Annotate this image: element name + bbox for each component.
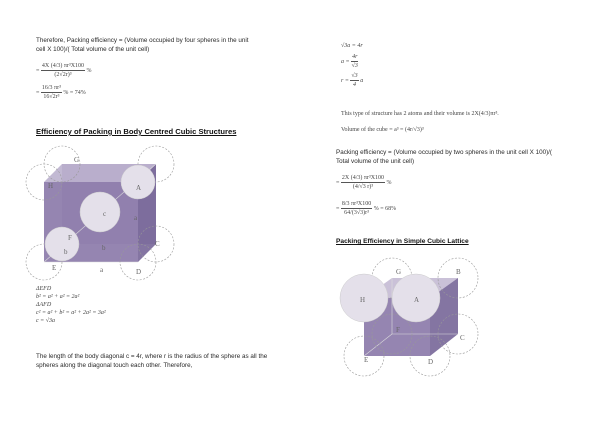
bcc-label-a: A bbox=[136, 184, 142, 192]
structure-sentence: This type of structure has 2 atoms and their volume is 2X(4/3)πr³. bbox=[341, 111, 499, 117]
formula-c-denominator: (4/√3 r)³ bbox=[352, 184, 374, 190]
eq3-lhs: r = bbox=[341, 77, 349, 84]
simple-cubic-diagram bbox=[338, 260, 488, 380]
bcc-sphere-a bbox=[121, 165, 155, 199]
bcc-sphere-f bbox=[45, 227, 79, 261]
formula-d-numerator: 8/3 πr³X100 bbox=[341, 201, 372, 207]
bcc-label-side-a: a bbox=[134, 214, 138, 222]
eq3-numerator: √3 bbox=[351, 73, 358, 79]
sc-label-f: F bbox=[396, 326, 400, 334]
bcc-label-f: F bbox=[68, 234, 72, 242]
eq3-denominator: 4 bbox=[353, 82, 357, 88]
sc-label-b: B bbox=[456, 268, 461, 276]
formula-a-denominator: (2√2r)³ bbox=[54, 72, 72, 78]
formula-d-denominator: 64/(3√3)r³ bbox=[344, 210, 369, 216]
simple-cubic-heading: Packing Efficiency in Simple Cubic Lattice bbox=[336, 238, 469, 245]
eq2-denominator: √3 bbox=[351, 63, 358, 69]
right-eq-1: √3a = 4r bbox=[341, 43, 363, 49]
bcc-label-b-small: b bbox=[64, 248, 68, 256]
packing-paragraph: Packing efficiency = (Volume occupied by two spheres in the unit cell X 100)/( Total volume of the unit cell) bbox=[336, 149, 553, 165]
body-diagonal-paragraph: The length of the body diagonal c = 4r, where r is the radius of the sphere as all the spheres along the diagonal touch each other. Therefore, bbox=[36, 353, 268, 369]
derivation-line-2: b² = a² + a² = 2a² bbox=[36, 294, 80, 300]
bcc-label-e: E bbox=[52, 264, 57, 272]
formula-b-denominator: 16√2r³ bbox=[43, 94, 60, 100]
formula-74-step1: = $\frac{\text{4X (4/3) πr³X100}}{\text{(2√2r)³}}$ % bbox=[36, 63, 92, 78]
derivation-line-4: c² = a² + b² = a² + 2a² = 3a² bbox=[36, 310, 106, 316]
derivation-line-3: ΔAFD bbox=[36, 302, 52, 308]
bcc-label-d: D bbox=[136, 268, 142, 276]
bcc-label-h: H bbox=[48, 182, 54, 190]
bcc-label-corner-c: C bbox=[155, 240, 160, 248]
formula-c-unit: % bbox=[386, 179, 392, 186]
formula-c-numerator: 2X (4/3) πr³X100 bbox=[341, 175, 385, 181]
bcc-label-c: c bbox=[103, 210, 107, 218]
derivation-block bbox=[36, 285, 106, 325]
right-eq-2 bbox=[341, 53, 358, 70]
sc-label-d: D bbox=[428, 358, 434, 366]
eq3-tail: a bbox=[360, 77, 364, 84]
sc-label-g: G bbox=[396, 268, 402, 276]
derivation-line-5: c = √3a bbox=[36, 318, 56, 324]
formula-74-step2: = $\frac{\text{16/3 πr³}}{\text{16√2r³}}$ % = 74% bbox=[36, 85, 86, 100]
bcc-cube-diagram bbox=[30, 150, 170, 280]
sc-label-e: E bbox=[364, 356, 369, 364]
intro-paragraph: Therefore, Packing efficiency = (Volume occupied by four spheres in the unit cell X 100)/( Total volume of the unit cell) bbox=[36, 37, 249, 53]
sc-label-c: C bbox=[460, 334, 465, 342]
eq2-numerator: 4r bbox=[352, 54, 358, 60]
bcc-heading: Efficiency of Packing in Body Centred Cubic Structures bbox=[36, 127, 237, 136]
right-eq-3 bbox=[341, 72, 363, 89]
formula-d-result: % = 68% bbox=[373, 205, 397, 212]
sc-label-a: A bbox=[414, 296, 420, 304]
bcc-label-g: G bbox=[74, 156, 80, 164]
eq2-lhs: a = bbox=[341, 58, 350, 65]
cube-volume-sentence: Volume of the cube = a³ = (4r/√3)³ bbox=[341, 127, 424, 133]
formula-68-step1: = $\frac{\text{2X (4/3) πr³X100}}{\text{(4/√3 r)³}}$ % bbox=[336, 175, 392, 190]
bcc-label-bottom-a: a bbox=[100, 266, 104, 274]
formula-a-numerator: 4X (4/3) πr³X100 bbox=[41, 63, 85, 69]
derivation-line-1: ΔEFD bbox=[36, 286, 52, 292]
bcc-sphere-center bbox=[80, 192, 120, 232]
formula-a-unit: % bbox=[86, 67, 92, 74]
sc-label-h: H bbox=[360, 296, 366, 304]
formula-b-result: % = 74% bbox=[63, 89, 86, 96]
formula-68-step2: = $\frac{\text{8/3 πr³X100}}{\text{64/(3√3)r³}}$ % = 68% bbox=[336, 201, 397, 216]
bcc-label-b: b bbox=[102, 244, 106, 252]
formula-b-numerator: 16/3 πr³ bbox=[41, 85, 61, 91]
